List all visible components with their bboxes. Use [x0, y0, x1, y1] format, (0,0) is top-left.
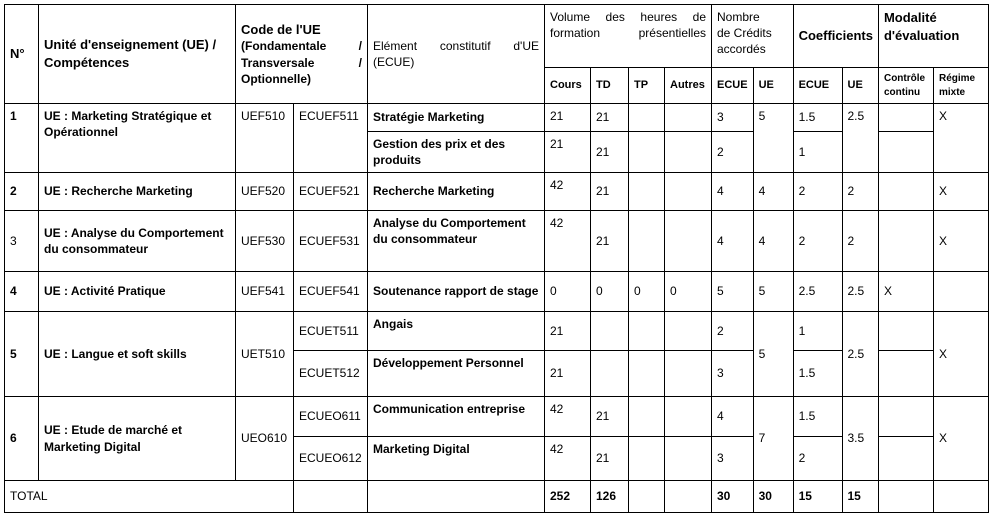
coef-ecue: 1: [793, 132, 842, 173]
credits-ecue: 4: [712, 173, 754, 211]
header-cc-line2: continu: [883, 86, 921, 98]
ue-name: UE : Analyse du Comportement du consommateur: [39, 211, 236, 272]
ue-number: 1: [5, 104, 39, 173]
header-ue-line2: Compétences: [44, 55, 130, 70]
tp-hours: [629, 437, 665, 481]
coef-ecue: 1.5: [793, 397, 842, 437]
total-empty-code: [294, 481, 368, 513]
cours-hours: 0: [545, 272, 591, 312]
coef-ue: 3.5: [842, 397, 878, 481]
header-credits-line2: de Crédits: [717, 26, 772, 41]
ecue-name: Stratégie Marketing: [368, 104, 545, 132]
coef-ecue: 2.5: [793, 272, 842, 312]
coef-ue: 2: [842, 211, 878, 272]
credits-ue: 4: [753, 211, 793, 272]
regime-mixte: [933, 272, 988, 312]
curriculum-table: [4, 4, 989, 513]
header-rm-line1: Régime: [938, 73, 976, 84]
ecue-name: Gestion des prix et des produits: [368, 132, 545, 173]
header-controle-continu: [878, 68, 933, 104]
ue-code: UEF530: [236, 211, 294, 272]
controle-continu: X: [878, 272, 933, 312]
credits-ue: 5: [753, 104, 793, 173]
total-tp: [629, 481, 665, 513]
autres-hours: [665, 211, 712, 272]
header-ecue-line1: Elément constitutif d'UE: [373, 38, 539, 53]
cours-hours: 21: [545, 104, 591, 132]
header-ue: [39, 5, 236, 104]
autres-hours: [665, 104, 712, 132]
table-row: [5, 312, 989, 351]
ue-number: 2: [5, 173, 39, 211]
total-coef-ecue: 15: [793, 481, 842, 513]
regime-mixte: X: [933, 104, 988, 173]
ue-code: UEF520: [236, 173, 294, 211]
tp-hours: 0: [629, 272, 665, 312]
td-hours: 21: [591, 132, 629, 173]
total-coef-ue: 15: [842, 481, 878, 513]
ecue-name: Marketing Digital: [368, 437, 545, 481]
header-code-line4: Optionnelle): [241, 71, 311, 86]
table-row: [5, 211, 989, 272]
credits-ecue: 4: [712, 397, 754, 437]
header-num: N°: [5, 5, 39, 104]
header-coef-ecue: ECUE: [793, 68, 842, 104]
cours-hours: 21: [545, 312, 591, 351]
header-cours: Cours: [545, 68, 591, 104]
regime-mixte: X: [933, 397, 988, 481]
cours-hours: 42: [545, 397, 591, 437]
coef-ue: 2.5: [842, 312, 878, 397]
ue-name: UE : Etude de marché et Marketing Digital: [39, 397, 236, 481]
coef-ue: 2.5: [842, 272, 878, 312]
header-ecue: [368, 5, 545, 104]
controle-continu: [878, 173, 933, 211]
cours-hours: 21: [545, 351, 591, 397]
tp-hours: [629, 211, 665, 272]
ecue-code: ECUEF511: [294, 104, 368, 173]
ue-code: UEO610: [236, 397, 294, 481]
tp-hours: [629, 132, 665, 173]
header-code-line2: (Fondamentale /: [241, 39, 362, 54]
coef-ue: 2: [842, 173, 878, 211]
autres-hours: [665, 437, 712, 481]
ecue-code: ECUEF521: [294, 173, 368, 211]
header-modalite: [878, 5, 988, 68]
ecue-code: ECUEO611: [294, 397, 368, 437]
controle-continu: [878, 104, 933, 132]
header-modalite-line2: d'évaluation: [883, 27, 960, 43]
total-autres: [665, 481, 712, 513]
credits-ue: 5: [753, 272, 793, 312]
coef-ecue: 1.5: [793, 104, 842, 132]
ue-name: UE : Marketing Stratégique et Opérationnel: [39, 104, 236, 173]
ecue-code: ECUEO612: [294, 437, 368, 481]
table-row: [5, 397, 989, 437]
credits-ue: 7: [753, 397, 793, 481]
cours-hours: 42: [545, 437, 591, 481]
table-row: [5, 173, 989, 211]
total-row: [5, 481, 989, 513]
credits-ecue: 3: [712, 437, 754, 481]
header-tp: TP: [629, 68, 665, 104]
controle-continu: [878, 397, 933, 437]
header-credits-line3: accordés: [717, 42, 766, 57]
total-regime-mixte: [933, 481, 988, 513]
header-code-line3: Transversale /: [241, 55, 362, 70]
td-hours: 21: [591, 173, 629, 211]
header-credits-ue: UE: [753, 68, 793, 104]
header-volume-line1: Volume des heures de: [550, 10, 706, 24]
td-hours: 21: [591, 104, 629, 132]
header-code: [236, 5, 368, 104]
td-hours: 21: [591, 211, 629, 272]
header-regime-mixte: [933, 68, 988, 104]
regime-mixte: X: [933, 211, 988, 272]
ue-name: UE : Langue et soft skills: [39, 312, 236, 397]
header-modalite-line1: Modalité: [883, 10, 937, 25]
ecue-name: Soutenance rapport de stage: [368, 272, 545, 312]
header-coef-ue: UE: [842, 68, 878, 104]
credits-ecue: 2: [712, 132, 754, 173]
total-label: TOTAL: [5, 481, 294, 513]
coef-ue: 2.5: [842, 104, 878, 173]
coef-ecue: 1.5: [793, 351, 842, 397]
coef-ecue: 2: [793, 173, 842, 211]
credits-ue: 4: [753, 173, 793, 211]
controle-continu: [878, 351, 933, 397]
header-ecue-line2: (ECUE): [373, 55, 415, 69]
autres-hours: [665, 351, 712, 397]
header-volume: [545, 5, 712, 68]
credits-ue: 5: [753, 312, 793, 397]
controle-continu: [878, 312, 933, 351]
ecue-name: Développement Personnel: [368, 351, 545, 397]
tp-hours: [629, 173, 665, 211]
ecue-code: ECUEF541: [294, 272, 368, 312]
table-row: [5, 272, 989, 312]
controle-continu: [878, 211, 933, 272]
coef-ecue: 2: [793, 211, 842, 272]
ecue-name: Analyse du Comportement du consommateur: [368, 211, 545, 272]
ue-code: UET510: [236, 312, 294, 397]
autres-hours: [665, 132, 712, 173]
td-hours: [591, 351, 629, 397]
autres-hours: [665, 397, 712, 437]
header-coefficients: Coefficients: [793, 5, 878, 68]
total-empty-ecue: [368, 481, 545, 513]
tp-hours: [629, 104, 665, 132]
ecue-name: Recherche Marketing: [368, 173, 545, 211]
ue-code: UEF510: [236, 104, 294, 173]
header-code-line1: Code de l'UE: [241, 21, 321, 37]
header-cc-line1: Contrôle: [883, 73, 926, 84]
total-controle-continu: [878, 481, 933, 513]
cours-hours: 42: [545, 173, 591, 211]
ecue-name: Angais: [368, 312, 545, 351]
header-credits-line1: Nombre: [717, 10, 760, 24]
ecue-code: ECUET511: [294, 312, 368, 351]
total-td: 126: [591, 481, 629, 513]
ecue-code: ECUET512: [294, 351, 368, 397]
header-credits: [712, 5, 794, 68]
credits-ecue: 5: [712, 272, 754, 312]
tp-hours: [629, 312, 665, 351]
ue-code: UEF541: [236, 272, 294, 312]
coef-ecue: 1: [793, 312, 842, 351]
controle-continu: [878, 132, 933, 173]
tp-hours: [629, 351, 665, 397]
total-cours: 252: [545, 481, 591, 513]
regime-mixte: X: [933, 312, 988, 397]
regime-mixte: X: [933, 173, 988, 211]
autres-hours: 0: [665, 272, 712, 312]
table-row: [5, 104, 989, 132]
header-td: TD: [591, 68, 629, 104]
header-autres: Autres: [665, 68, 712, 104]
td-hours: [591, 312, 629, 351]
ecue-code: ECUEF531: [294, 211, 368, 272]
autres-hours: [665, 312, 712, 351]
ue-number: 4: [5, 272, 39, 312]
td-hours: 0: [591, 272, 629, 312]
credits-ecue: 3: [712, 104, 754, 132]
cours-hours: 21: [545, 132, 591, 173]
ue-number: 6: [5, 397, 39, 481]
ue-name: UE : Activité Pratique: [39, 272, 236, 312]
header-ue-line1: Unité d'enseignement (UE) /: [44, 37, 217, 53]
credits-ecue: 4: [712, 211, 754, 272]
tp-hours: [629, 397, 665, 437]
credits-ecue: 2: [712, 312, 754, 351]
ue-number: 3: [5, 211, 39, 272]
ue-number: 5: [5, 312, 39, 397]
header-volume-line2: formation présentielles: [550, 26, 706, 41]
header-credits-ecue: ECUE: [712, 68, 754, 104]
ue-name: UE : Recherche Marketing: [39, 173, 236, 211]
header-rm-line2: mixte: [938, 86, 966, 98]
td-hours: 21: [591, 437, 629, 481]
td-hours: 21: [591, 397, 629, 437]
cours-hours: 42: [545, 211, 591, 272]
credits-ecue: 3: [712, 351, 754, 397]
autres-hours: [665, 173, 712, 211]
total-credits-ecue: 30: [712, 481, 754, 513]
coef-ecue: 2: [793, 437, 842, 481]
ecue-name: Communication entreprise: [368, 397, 545, 437]
controle-continu: [878, 437, 933, 481]
total-credits-ue: 30: [753, 481, 793, 513]
